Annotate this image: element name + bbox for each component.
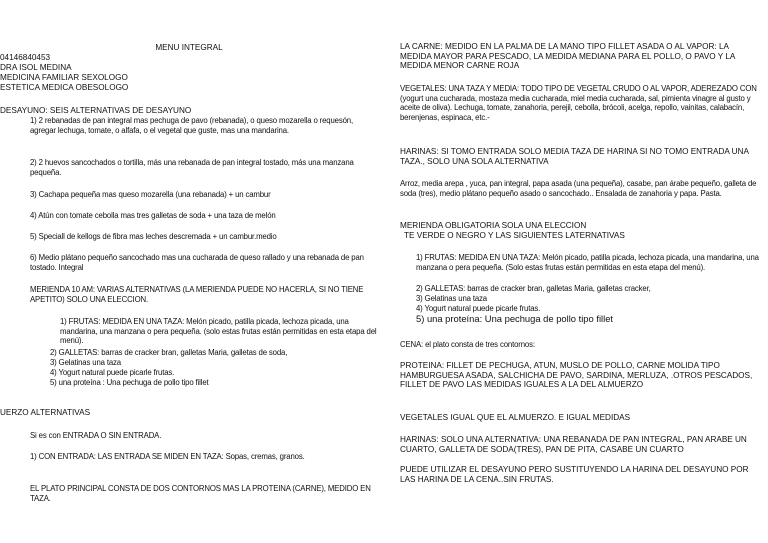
almuerzo-heading: UERZO ALTERNATIVAS	[0, 408, 91, 417]
merienda-heading: MERIENDA 10 AM: VARIAS ALTERNATIVAS (LA MERIENDA PUEDE NO HACERLA, SI NO TIENE APETITO) SOLO UNA ELECCION.	[30, 285, 364, 304]
merienda-option-3: 3) Gelatinas una taza	[50, 358, 121, 367]
harinas-options: Arroz, media arepa , yuca, pan integral, papa asada (una pequeña), casabe, pan árabe pequeño, galleta de soda (tres), medio plátano pequeño asado o sancochado.. Ensalada de zanahoria y papa. Pasta.	[400, 179, 757, 198]
merienda-obligatoria-option-2: 2) GALLETAS: barras de cracker bran, galletas Maria, galletas cracker,	[416, 284, 651, 293]
merienda-obligatoria-option-5: 5) una proteína: Una pechuga de pollo tipo fillet	[416, 313, 614, 324]
desayuno-option-6: 6) Medio plátano pequeño sancochado mas una cucharada de queso rallado y una rebanada de pan tostado. Integral	[30, 253, 364, 272]
merienda-option-2: 2) GALLETAS: barras de cracker bran, galletas Maria, galletas de soda,	[50, 348, 288, 357]
merienda-obligatoria-option-3: 3) Gelatinas una taza	[416, 294, 487, 303]
vegetales-cena-paragraph: VEGETALES IGUAL QUE EL ALMUERZO. E IGUAL MEDIDAS	[400, 413, 631, 422]
desayuno-option-3: 3) Cachapa pequeña mas queso mozarella (una rebanada) + un cambur	[30, 190, 271, 199]
specialty-line-2: ESTETICA MEDICA OBESOLOGO	[0, 83, 129, 92]
desayuno-option-2: 2) 2 huevos sancochados o tortilla, más una rebanada de pan integral tostado, más una manzana pequeña.	[30, 158, 354, 177]
desayuno-option-4: 4) Atún con tomate cebolla mas tres galletas de soda + una taza de melón	[30, 211, 276, 220]
carne-paragraph: LA CARNE: MEDIDO EN LA PALMA DE LA MANO TIPO FILLET ASADA O AL VAPOR: LA MEDIDA MAYOR PARA PESCADO, LA MEDIDA MEDIANA PARA EL POLLO, O PAVO Y LA MEDIDA MENOR CARNE ROJA	[400, 42, 735, 71]
merienda-option-1: 1) FRUTAS: MEDIDA EN UNA TAZA: Melón picado, patilla picada, lechoza picada, una mandarina, una manzana o pera pequeña. (solo estas frutas están permitidas en esta etapa del menú).	[60, 317, 377, 346]
desayuno-option-5: 5) Speciall de kellogs de fibra mas leches descremada + un cambur.medio	[30, 232, 277, 241]
desayuno-option-1: 1) 2 rebanadas de pan integral mas pechuga de pavo (rebanada), o queso mozarella o requesón, agregar lechuga, tomate, o alfafa, o el vegetal que guste, mas una mandarina.	[30, 116, 353, 135]
proteina-paragraph: PROTEINA: FILLET DE PECHUGA, ATUN, MUSLO DE POLLO, CARNE MOLIDA TIPO HAMBURGUESA ASADA, SALCHICHA DE PAVO, SARDINA, MERLUZA, .OTROS PESCADOS, FILLET DE PAVO LAS MEDIDAS IGUALES A LA DEL ALMUERZO	[400, 361, 753, 390]
document-title: MENU INTEGRAL	[155, 43, 223, 52]
vegetales-paragraph: VEGETALES: UNA TAZA Y MEDIA: TODO TIPO DE VEGETAL CRUDO O AL VAPOR, ADEREZADO CON (yogurt una cucharada, mostaza media cucharada, miel media cucharada, sal, pimienta vinagre al gusto y aceite de oliva). Lechuga, tomate, zanahoria, perejil, cebolla, brócoli, acelga, repollo, vainitas, calabacín, berenjenas, espinaca, etc.-	[400, 84, 757, 122]
almuerzo-entrada: Si es con ENTRADA O SIN ENTRADA.	[30, 431, 162, 440]
cena-heading: CENA: el plato consta de tres contornos:	[400, 340, 535, 349]
almuerzo-con-entrada: 1) CON ENTRADA: LAS ENTRADA SE MIDEN EN TAZA: Sopas, cremas, granos.	[30, 452, 305, 461]
specialty-line-1: MEDICINA FAMILIAR SEXOLOGO	[0, 73, 128, 82]
merienda-obligatoria-option-4: 4) Yogurt natural puede picarle frutas.	[416, 304, 541, 313]
merienda-option-4: 4) Yogurt natural puede picarle frutas.	[50, 368, 175, 377]
almuerzo-plato-principal: EL PLATO PRINCIPAL CONSTA DE DOS CONTORNOS MAS LA PROTEINA (CARNE), MEDIDO EN TAZA.	[30, 484, 371, 503]
merienda-obligatoria-option-1: 1) FRUTAS: MEDIDA EN UNA TAZA: Melón picado, patilla picada, lechoza picada, una mandarina, una manzana o pera pequeña. (Solo estas frutas están permitidas en esta etapa del menú).	[416, 253, 759, 272]
desayuno-heading: DESAYUNO: SEIS ALTERNATIVAS DE DESAYUNO	[0, 106, 192, 115]
doctor-name: DRA ISOL MEDINA	[0, 63, 72, 72]
harinas-cena-paragraph: HARINAS: SOLO UNA ALTERNATIVA: UNA REBANADA DE PAN INTEGRAL, PAN ARABE UN CUARTO, GALLETA DE SODA(TRES), PAN DE PITA, CASABE UN CUARTO	[400, 435, 747, 454]
merienda-obligatoria-heading: MERIENDA OBLIGATORIA SOLA UNA ELECCION	[400, 221, 587, 230]
phone-number: 04146840453	[0, 53, 51, 62]
merienda-option-5: 5) una proteína : Una pechuga de pollo tipo fillet	[50, 378, 209, 387]
harinas-paragraph: HARINAS: SI TOMO ENTRADA SOLO MEDIA TAZA DE HARINA SI NO TOMO ENTRADA UNA TAZA., SOLO UNA SOLA ALTERNATIVA	[400, 147, 749, 166]
harinas-cena-note: PUEDE UTILIZAR EL DESAYUNO PERO SUSTITUYENDO LA HARINA DEL DESAYUNO POR LAS HARINA DE LA CENA..SIN FRUTAS.	[400, 465, 749, 484]
merienda-obligatoria-subheading: TE VERDE O NEGRO Y LAS SIGUIENTES LATERNATIVAS	[404, 231, 625, 240]
